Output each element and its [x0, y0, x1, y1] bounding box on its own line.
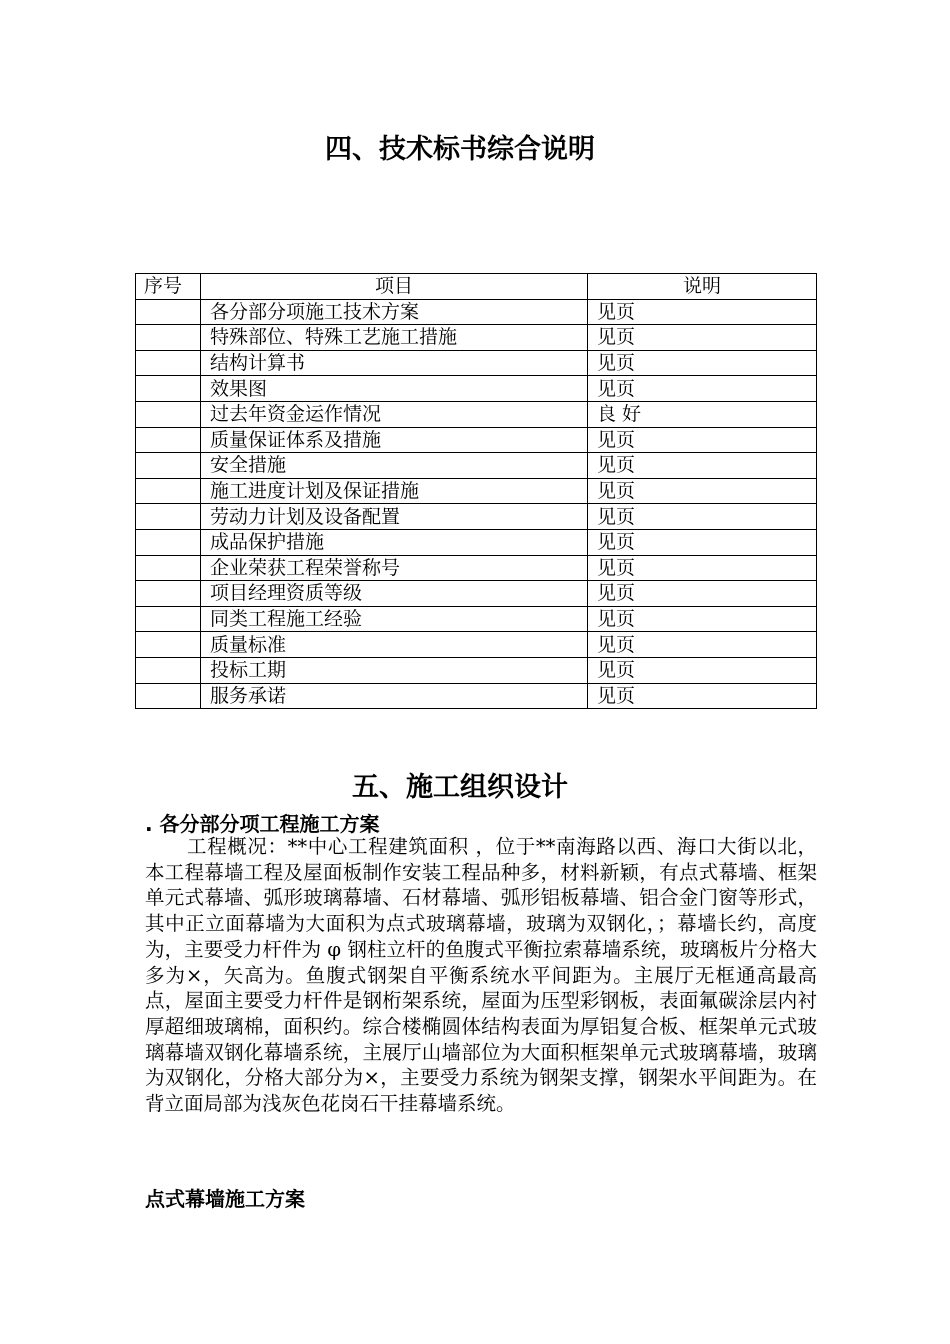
row-item-cell: 劳动力计划及设备配置	[201, 504, 588, 530]
row-item-cell: 特殊部位、特殊工艺施工措施	[201, 325, 588, 351]
row-desc-cell: 见页	[588, 581, 817, 607]
row-item-cell: 质量标准	[201, 632, 588, 658]
row-desc-cell: 见页	[588, 632, 817, 658]
row-desc-cell: 良 好	[588, 401, 817, 427]
header-item: 项目	[201, 274, 588, 300]
summary-table	[135, 273, 817, 709]
table-row	[136, 555, 817, 581]
table-row	[136, 657, 817, 683]
row-number-cell	[136, 555, 201, 581]
table-row	[136, 632, 817, 658]
row-item-cell: 过去年资金运作情况	[201, 401, 588, 427]
row-item-cell: 质量保证体系及措施	[201, 427, 588, 453]
row-desc-cell: 见页	[588, 453, 817, 479]
section-5-title: 五、施工组织设计	[352, 772, 568, 803]
row-desc-cell: 见页	[588, 504, 817, 530]
row-number-cell	[136, 427, 201, 453]
row-number-cell	[136, 325, 201, 351]
point-curtain-wall-heading: 点式幕墙施工方案	[145, 1187, 305, 1211]
row-item-cell: 投标工期	[201, 657, 588, 683]
row-item-cell: 同类工程施工经验	[201, 606, 588, 632]
table-row	[136, 427, 817, 453]
header-no: 序号	[136, 274, 201, 300]
project-overview-paragraph: 工程概况：**中心工程建筑面积 ，位于**南海路以西、海口大街以北，本工程幕墙工程及屋面板制作安装工程品种多，材料新颖，有点式幕墙、框架单元式幕墙、弧形玻璃幕墙、石材幕墙、弧形铝板幕墙、铝合金门窗等形式，其中正立面幕墙为大面积为点式玻璃幕墙，玻璃为双钢化，；幕墙长约，高度为，主要受力杆件为 φ 钢柱立杆的鱼腹式平衡拉索幕墙系统，玻璃板片分格大多为×，矢高为。鱼腹式钢架自平衡系统水平间距为。主展厅无框通高最高点，屋面主要受力杆件是钢桁架系统，屋面为压型彩钢板，表面氟碳涂层内衬厚超细玻璃棉，面积约。综合楼椭圆体结构表面为厚铝复合板、框架单元式玻璃幕墙双钢化幕墙系统，主展厅山墙部位为大面积框架单元式玻璃幕墙，玻璃为双钢化，分格大部分为×，主要受力系统为钢架支撑，钢架水平间距为。在背立面局部为浅灰色花岗石干挂幕墙系统。	[145, 835, 817, 1116]
row-desc-cell: 见页	[588, 606, 817, 632]
row-number-cell	[136, 504, 201, 530]
row-item-cell: 施工进度计划及保证措施	[201, 478, 588, 504]
table-row	[136, 606, 817, 632]
row-desc-cell: 见页	[588, 555, 817, 581]
table-header-row	[136, 274, 817, 300]
row-number-cell	[136, 376, 201, 402]
row-item-cell: 安全措施	[201, 453, 588, 479]
row-number-cell	[136, 581, 201, 607]
row-item-cell: 企业荣获工程荣誉称号	[201, 555, 588, 581]
table-row	[136, 376, 817, 402]
row-desc-cell: 见页	[588, 529, 817, 555]
table-row	[136, 350, 817, 376]
row-number-cell	[136, 299, 201, 325]
row-number-cell	[136, 657, 201, 683]
row-desc-cell: 见页	[588, 657, 817, 683]
row-number-cell	[136, 453, 201, 479]
row-number-cell	[136, 478, 201, 504]
section-5-subheading: . 各分部分项工程施工方案	[145, 812, 380, 836]
row-desc-cell: 见页	[588, 478, 817, 504]
table-row	[136, 401, 817, 427]
row-item-cell: 服务承诺	[201, 683, 588, 709]
row-item-cell: 各分部分项施工技术方案	[201, 299, 588, 325]
row-desc-cell: 见页	[588, 427, 817, 453]
row-number-cell	[136, 632, 201, 658]
row-desc-cell: 见页	[588, 683, 817, 709]
row-item-cell: 结构计算书	[201, 350, 588, 376]
section-4-title: 四、技术标书综合说明	[325, 134, 595, 165]
table-row	[136, 325, 817, 351]
header-desc: 说明	[588, 274, 817, 300]
row-number-cell	[136, 606, 201, 632]
table-row	[136, 581, 817, 607]
row-number-cell	[136, 350, 201, 376]
row-item-cell: 效果图	[201, 376, 588, 402]
row-number-cell	[136, 401, 201, 427]
row-desc-cell: 见页	[588, 350, 817, 376]
row-item-cell: 项目经理资质等级	[201, 581, 588, 607]
table-row	[136, 683, 817, 709]
row-number-cell	[136, 683, 201, 709]
row-desc-cell: 见页	[588, 376, 817, 402]
table-row	[136, 453, 817, 479]
row-number-cell	[136, 529, 201, 555]
row-desc-cell: 见页	[588, 299, 817, 325]
row-desc-cell: 见页	[588, 325, 817, 351]
table-row	[136, 529, 817, 555]
table-row	[136, 478, 817, 504]
row-item-cell: 成品保护措施	[201, 529, 588, 555]
table-row	[136, 504, 817, 530]
table-row	[136, 299, 817, 325]
